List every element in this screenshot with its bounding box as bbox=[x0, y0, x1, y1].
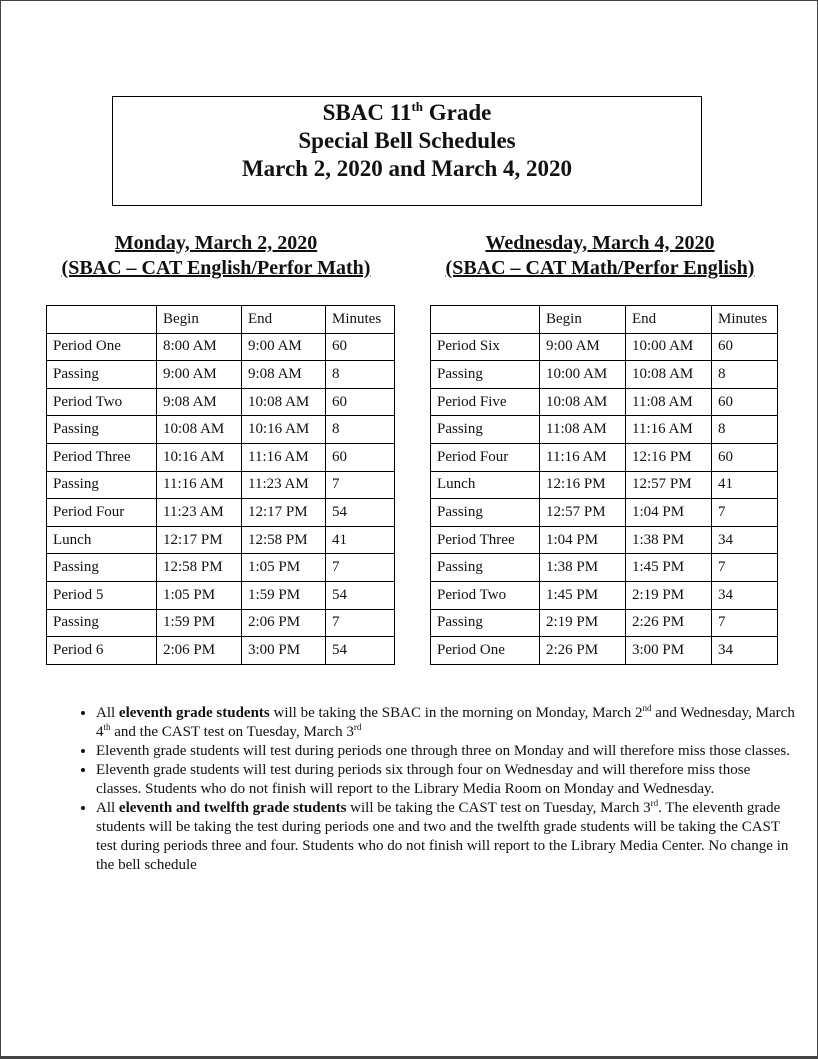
note-item: • All eleventh and twelfth grade students will be taking the CAST test on Tuesday, March 3rd. The eleventh grade students will be taking the test during periods one and two and the twelfth grade students will be taking the CAST test during periods three and four. Students who do not finish will report to the Library Media Center. No change in the bell schedule bbox=[96, 799, 796, 875]
begin-cell: 1:05 PM bbox=[157, 581, 242, 609]
minutes-cell: 7 bbox=[326, 471, 395, 499]
title-line-2: Special Bell Schedules bbox=[298, 128, 516, 153]
period-cell: Period Four bbox=[47, 499, 157, 527]
begin-cell: 2:06 PM bbox=[157, 637, 242, 665]
title-line-1: SBAC 11th Grade bbox=[322, 99, 492, 125]
table-row bbox=[431, 361, 778, 389]
period-cell: Period Three bbox=[47, 443, 157, 471]
header-cell: End bbox=[242, 306, 326, 334]
end-cell: 12:17 PM bbox=[242, 499, 326, 527]
end-cell: 1:45 PM bbox=[626, 554, 712, 582]
begin-cell: 10:00 AM bbox=[540, 361, 626, 389]
period-cell: Period Two bbox=[431, 581, 540, 609]
begin-cell: 10:08 AM bbox=[540, 388, 626, 416]
end-cell: 2:26 PM bbox=[626, 609, 712, 637]
table-row bbox=[47, 361, 395, 389]
end-cell: 11:16 AM bbox=[242, 443, 326, 471]
table-row bbox=[47, 637, 395, 665]
period-cell: Passing bbox=[431, 416, 540, 444]
begin-cell: 1:38 PM bbox=[540, 554, 626, 582]
period-cell: Passing bbox=[431, 499, 540, 527]
notes-list bbox=[70, 704, 796, 875]
wednesday-heading: Wednesday, March 4, 2020 (SBAC – CAT Math/Perfor English) bbox=[445, 232, 755, 279]
monday-schedule-table bbox=[46, 305, 395, 665]
title-line-3: March 2, 2020 and March 4, 2020 bbox=[241, 156, 573, 181]
minutes-cell: 7 bbox=[326, 554, 395, 582]
period-cell: Passing bbox=[47, 609, 157, 637]
end-cell: 12:58 PM bbox=[242, 526, 326, 554]
note-item: • All eleventh grade students will be taking the SBAC in the morning on Monday, March 2nd and Wednesday, March 4th and the CAST test on Tuesday, March 3rd bbox=[96, 704, 796, 742]
table-row bbox=[431, 416, 778, 444]
end-cell: 10:00 AM bbox=[626, 333, 712, 361]
period-cell: Passing bbox=[47, 416, 157, 444]
begin-cell: 12:57 PM bbox=[540, 499, 626, 527]
begin-cell: 8:00 AM bbox=[157, 333, 242, 361]
table-row bbox=[431, 443, 778, 471]
table-row bbox=[431, 499, 778, 527]
title-box bbox=[112, 96, 702, 206]
table-row bbox=[47, 526, 395, 554]
end-cell: 1:04 PM bbox=[626, 499, 712, 527]
header-cell: End bbox=[626, 306, 712, 334]
end-cell: 2:06 PM bbox=[242, 609, 326, 637]
end-cell: 9:08 AM bbox=[242, 361, 326, 389]
header-cell: Begin bbox=[540, 306, 626, 334]
end-cell: 9:00 AM bbox=[242, 333, 326, 361]
minutes-cell: 7 bbox=[712, 609, 778, 637]
minutes-cell: 41 bbox=[712, 471, 778, 499]
wednesday-schedule-table bbox=[430, 305, 778, 665]
begin-cell: 12:17 PM bbox=[157, 526, 242, 554]
minutes-cell: 54 bbox=[326, 499, 395, 527]
begin-cell: 11:16 AM bbox=[157, 471, 242, 499]
begin-cell: 9:00 AM bbox=[540, 333, 626, 361]
end-cell: 3:00 PM bbox=[626, 637, 712, 665]
header-cell: Minutes bbox=[326, 306, 395, 334]
end-cell: 10:08 AM bbox=[242, 388, 326, 416]
begin-cell: 2:26 PM bbox=[540, 637, 626, 665]
table-row bbox=[47, 333, 395, 361]
begin-cell: 1:04 PM bbox=[540, 526, 626, 554]
period-cell: Passing bbox=[431, 361, 540, 389]
table-row bbox=[47, 554, 395, 582]
table-row bbox=[47, 581, 395, 609]
table-row bbox=[47, 609, 395, 637]
minutes-cell: 8 bbox=[712, 416, 778, 444]
minutes-cell: 60 bbox=[326, 388, 395, 416]
begin-cell: 1:59 PM bbox=[157, 609, 242, 637]
end-cell: 3:00 PM bbox=[242, 637, 326, 665]
minutes-cell: 7 bbox=[712, 499, 778, 527]
period-cell: Passing bbox=[431, 554, 540, 582]
table-row bbox=[431, 609, 778, 637]
end-cell: 12:16 PM bbox=[626, 443, 712, 471]
table-row bbox=[431, 471, 778, 499]
table-row bbox=[47, 499, 395, 527]
minutes-cell: 8 bbox=[326, 361, 395, 389]
header-cell: Begin bbox=[157, 306, 242, 334]
monday-heading: Monday, March 2, 2020 (SBAC – CAT English/Perfor Math) bbox=[61, 232, 371, 279]
minutes-cell: 34 bbox=[712, 526, 778, 554]
period-cell: Period Four bbox=[431, 443, 540, 471]
end-cell: 1:59 PM bbox=[242, 581, 326, 609]
table-row bbox=[47, 443, 395, 471]
begin-cell: 11:16 AM bbox=[540, 443, 626, 471]
period-cell: Passing bbox=[431, 609, 540, 637]
minutes-cell: 54 bbox=[326, 637, 395, 665]
minutes-cell: 34 bbox=[712, 581, 778, 609]
header-cell bbox=[47, 306, 157, 334]
minutes-cell: 41 bbox=[326, 526, 395, 554]
end-cell: 11:08 AM bbox=[626, 388, 712, 416]
minutes-cell: 7 bbox=[712, 554, 778, 582]
begin-cell: 10:16 AM bbox=[157, 443, 242, 471]
period-cell: Lunch bbox=[431, 471, 540, 499]
period-cell: Period Six bbox=[431, 333, 540, 361]
end-cell: 1:05 PM bbox=[242, 554, 326, 582]
period-cell: Period Three bbox=[431, 526, 540, 554]
minutes-cell: 7 bbox=[326, 609, 395, 637]
note-item: • Eleventh grade students will test during periods six through four on Wednesday and will therefore miss those classes. Students who do not finish will report to the Library Media Room on Monday and Wednesday. bbox=[96, 761, 796, 799]
end-cell: 2:19 PM bbox=[626, 581, 712, 609]
table-row bbox=[47, 471, 395, 499]
begin-cell: 9:08 AM bbox=[157, 388, 242, 416]
table-row bbox=[431, 554, 778, 582]
begin-cell: 9:00 AM bbox=[157, 361, 242, 389]
minutes-cell: 60 bbox=[712, 333, 778, 361]
begin-cell: 11:23 AM bbox=[157, 499, 242, 527]
period-cell: Period 6 bbox=[47, 637, 157, 665]
header-cell: Minutes bbox=[712, 306, 778, 334]
period-cell: Passing bbox=[47, 471, 157, 499]
table-row bbox=[47, 388, 395, 416]
begin-cell: 1:45 PM bbox=[540, 581, 626, 609]
period-cell: Period 5 bbox=[47, 581, 157, 609]
period-cell: Period One bbox=[47, 333, 157, 361]
minutes-cell: 8 bbox=[326, 416, 395, 444]
begin-cell: 11:08 AM bbox=[540, 416, 626, 444]
period-cell: Passing bbox=[47, 361, 157, 389]
table-row bbox=[431, 526, 778, 554]
end-cell: 11:23 AM bbox=[242, 471, 326, 499]
minutes-cell: 60 bbox=[326, 443, 395, 471]
table-row bbox=[431, 581, 778, 609]
begin-cell: 12:16 PM bbox=[540, 471, 626, 499]
table-row bbox=[431, 388, 778, 416]
minutes-cell: 34 bbox=[712, 637, 778, 665]
period-cell: Period Five bbox=[431, 388, 540, 416]
table-row bbox=[47, 416, 395, 444]
begin-cell: 12:58 PM bbox=[157, 554, 242, 582]
period-cell: Lunch bbox=[47, 526, 157, 554]
end-cell: 11:16 AM bbox=[626, 416, 712, 444]
header-cell bbox=[431, 306, 540, 334]
end-cell: 10:08 AM bbox=[626, 361, 712, 389]
end-cell: 10:16 AM bbox=[242, 416, 326, 444]
minutes-cell: 60 bbox=[712, 388, 778, 416]
begin-cell: 2:19 PM bbox=[540, 609, 626, 637]
period-cell: Period Two bbox=[47, 388, 157, 416]
begin-cell: 10:08 AM bbox=[157, 416, 242, 444]
minutes-cell: 54 bbox=[326, 581, 395, 609]
minutes-cell: 60 bbox=[712, 443, 778, 471]
note-item: • Eleventh grade students will test during periods one through three on Monday and will therefore miss those classes. bbox=[96, 742, 796, 761]
minutes-cell: 60 bbox=[326, 333, 395, 361]
end-cell: 1:38 PM bbox=[626, 526, 712, 554]
table-header-row bbox=[431, 306, 778, 334]
period-cell: Period One bbox=[431, 637, 540, 665]
minutes-cell: 8 bbox=[712, 361, 778, 389]
table-row bbox=[431, 637, 778, 665]
period-cell: Passing bbox=[47, 554, 157, 582]
table-row bbox=[431, 333, 778, 361]
end-cell: 12:57 PM bbox=[626, 471, 712, 499]
table-header-row bbox=[47, 306, 395, 334]
